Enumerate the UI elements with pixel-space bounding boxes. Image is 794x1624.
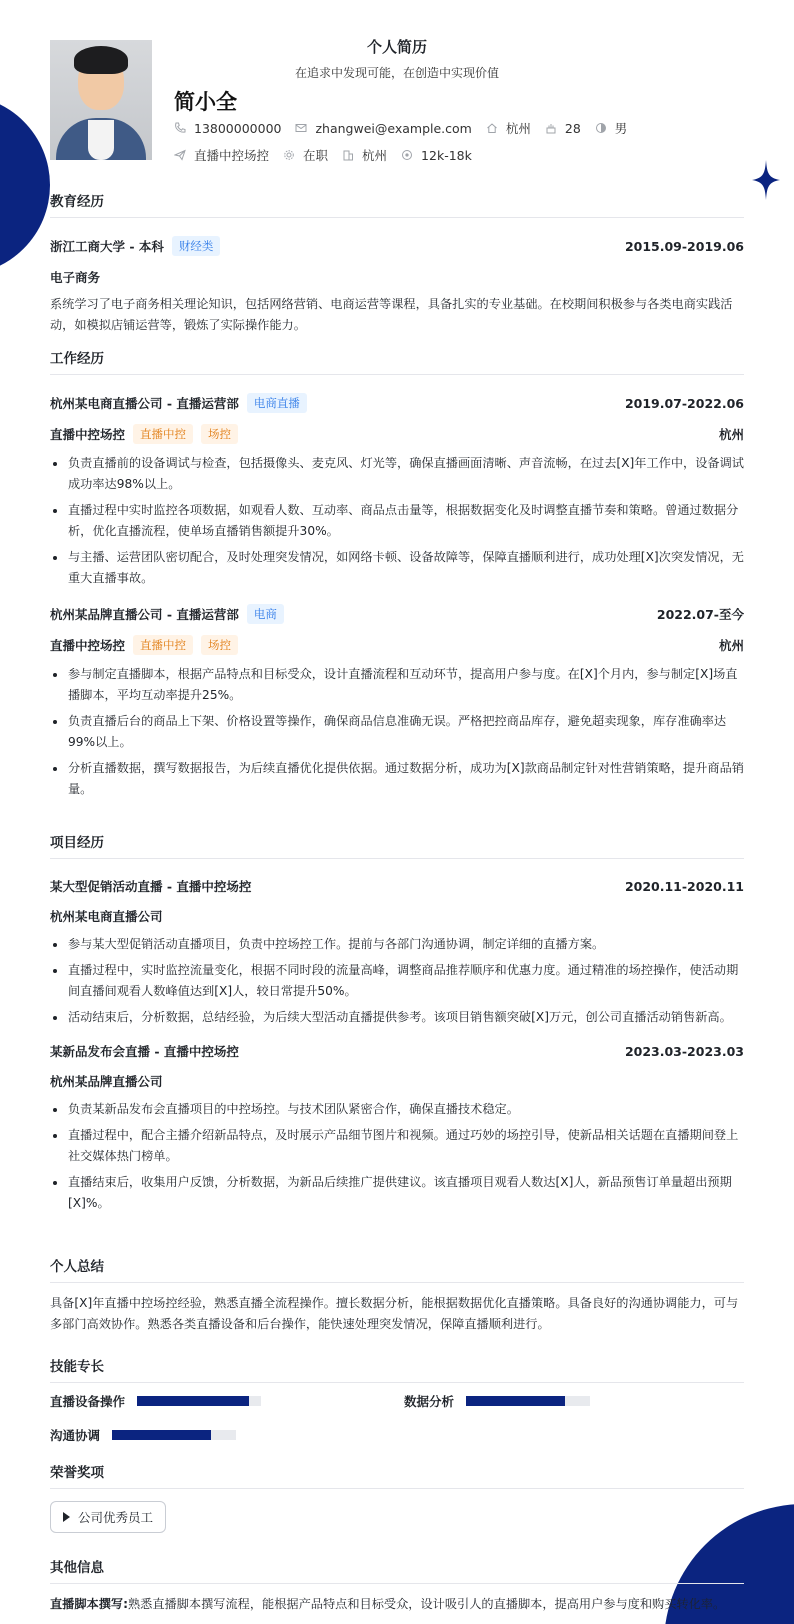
send-icon [174, 149, 186, 161]
role-row [50, 424, 744, 444]
skill-level-fill [466, 1396, 565, 1406]
email-address: zhangwei@example.com [315, 120, 472, 136]
work-location: 杭州 [718, 427, 744, 442]
role-tag: 直播中控 [133, 635, 193, 655]
other-info-text [50, 1594, 744, 1615]
section-title: 技能专长 [50, 1355, 744, 1383]
work-date: 2019.07-2022.06 [624, 395, 744, 411]
other-section [50, 1556, 744, 1615]
list-item: 与主播、运营团队密切配合，及时处理突发情况，如网络卡顿、设备故障等，保障直播顺利进行，成功处理[X]次突发情况，无重大直播事故。 [50, 547, 744, 589]
skill-item [404, 1392, 590, 1410]
education-header-row [50, 236, 744, 256]
company-name: 杭州某品牌直播公司 - 直播运营部 [50, 607, 239, 622]
profile-photo [50, 40, 152, 160]
skill-level-fill [112, 1430, 211, 1440]
work-section [50, 347, 744, 805]
phone-icon [174, 122, 186, 134]
company-tag: 电商 [247, 604, 284, 624]
project-company-row [50, 907, 744, 925]
list-item: 参与制定直播脚本，根据产品特点和目标受众，设计直播流程和互动环节，提高用户参与度。在[X]个月内，参与制定[X]场直播脚本，平均互动率提升25%。 [50, 664, 744, 706]
awards-section [50, 1461, 744, 1533]
skill-name: 数据分析 [404, 1394, 455, 1409]
email-icon [295, 122, 307, 134]
section-title: 其他信息 [50, 1556, 744, 1584]
projects-section [50, 831, 744, 1219]
company-name: 杭州某电商直播公司 - 直播运营部 [50, 396, 239, 411]
phone-number: 13800000000 [194, 120, 282, 136]
list-item: 负责直播前的设备调试与检查，包括摄像头、麦克风、灯光等，确保直播画面清晰、声音流畅，在过去[X]年工作中，设备调试成功率达98%以上。 [50, 453, 744, 495]
major-row [50, 268, 744, 286]
list-item: 直播过程中实时监控各项数据，如观看人数、互动率、商品点击量等，根据数据变化及时调整直播节奏和策略。曾通过数据分析，优化直播流程，使单场直播销售额提升30%。 [50, 500, 744, 542]
list-item: 分析直播数据，撰写数据报告，为后续直播优化提供依据。通过数据分析，成功为[X]款商品制定针对性营销策略，提升商品销量。 [50, 758, 744, 800]
project-header-row [50, 1042, 744, 1060]
building-icon [342, 149, 354, 161]
salary-icon [401, 149, 413, 161]
section-title: 荣誉奖项 [50, 1461, 744, 1489]
resume-page [50, 0, 744, 1611]
skill-item [50, 1426, 236, 1444]
project-item [50, 1042, 744, 1214]
gender: 男 [614, 121, 628, 136]
gender-icon [595, 122, 607, 134]
section-title: 项目经历 [50, 831, 744, 859]
other-info-label: 直播脚本撰写: [50, 1597, 128, 1611]
award-name: 公司优秀员工 [78, 1510, 154, 1525]
skills-section [50, 1355, 744, 1445]
project-name: 某新品发布会直播 - 直播中控场控 [50, 1044, 239, 1059]
section-title: 个人总结 [50, 1255, 744, 1283]
list-item: 参与某大型促销活动直播项目，负责中控场控工作。提前与各部门沟通协调，制定详细的直播方案。 [50, 934, 744, 955]
work-item [50, 604, 744, 800]
project-item [50, 877, 744, 1028]
summary-section [50, 1255, 744, 1335]
list-item: 负责直播后台的商品上下架、价格设置等操作，确保商品信息准确无误。严格把控商品库存，避免超卖现象，库存准确率达99%以上。 [50, 711, 744, 753]
decorative-circle-left [0, 95, 50, 275]
page-subtitle: 在追求中发现可能，在创造中实现价值 [294, 66, 499, 80]
list-item: 直播过程中，实时监控流量变化，根据不同时段的流量高峰，调整商品推荐顺序和优惠力度。通过精准的场控操作，使活动期间直播间观看人数峰值达到[X]人，较日常提升50%。 [50, 960, 744, 1002]
school-tag: 财经类 [172, 236, 221, 256]
project-bullets [50, 934, 744, 1028]
work-bullets [50, 664, 744, 800]
project-company: 杭州某电商直播公司 [50, 909, 163, 924]
resume-header [50, 0, 744, 190]
education-date: 2015.09-2019.06 [624, 238, 744, 254]
project-name: 某大型促销活动直播 - 直播中控场控 [50, 879, 252, 894]
other-info-body: 熟悉直播脚本撰写流程，能根据产品特点和目标受众，设计吸引人的直播脚本，提高用户参与度和购买转化率。 [128, 1597, 726, 1611]
candidate-name: 简小全 [174, 90, 237, 114]
list-item: 直播过程中，配合主播介绍新品特点，及时展示产品细节图片和视频。通过巧妙的场控引导，使新品相关话题在直播期间登上社交媒体热门榜单。 [50, 1125, 744, 1167]
skill-level-bar [137, 1396, 261, 1406]
sparkle-star-icon [752, 160, 780, 200]
work-location: 杭州 [718, 638, 744, 653]
skill-level-bar [466, 1396, 590, 1406]
skill-level-bar [112, 1430, 236, 1440]
page-title: 个人简历 [366, 38, 427, 56]
cake-icon [545, 122, 557, 134]
skill-level-fill [137, 1396, 249, 1406]
list-item: 活动结束后，分析数据，总结经验，为后续大型活动直播提供参考。该项目销售额突破[X]万元，创公司直播活动销售新高。 [50, 1007, 744, 1028]
gear-icon [283, 149, 295, 161]
role-row [50, 635, 744, 655]
summary-text: 具备[X]年直播中控场控经验，熟悉直播全流程操作。擅长数据分析，能根据数据优化直播策略。具备良好的沟通协调能力，可与多部门高效协作。熟悉各类直播设备和后台操作，能快速处理突发情况，保障直播顺利进行。 [50, 1296, 739, 1331]
project-company: 杭州某品牌直播公司 [50, 1074, 163, 1089]
employment-status: 在职 [303, 148, 329, 163]
work-date: 2022.07-至今 [656, 607, 744, 622]
role-tag: 场控 [201, 635, 238, 655]
list-item: 直播结束后，收集用户反馈，分析数据，为新品后续推广提供建议。该直播项目观看人数达[X]人，新品预售订单量超出预期[X]%。 [50, 1172, 744, 1214]
skill-name: 沟通协调 [50, 1428, 101, 1443]
list-item: 负责某新品发布会直播项目的中控场控。与技术团队紧密合作，确保直播技术稳定。 [50, 1099, 744, 1120]
work-bullets [50, 453, 744, 589]
company-tag: 电商直播 [247, 393, 307, 413]
home-icon [486, 122, 498, 134]
school-name: 浙江工商大学 - 本科 [50, 239, 164, 254]
work-header-row [50, 604, 744, 624]
skill-item [50, 1392, 261, 1410]
section-title: 教育经历 [50, 190, 744, 218]
play-triangle-icon [63, 1512, 70, 1522]
role-tag: 场控 [201, 424, 238, 444]
role-name: 直播中控场控 [50, 427, 126, 442]
role-tag: 直播中控 [133, 424, 193, 444]
major: 电子商务 [50, 270, 101, 285]
age: 28 [564, 120, 581, 136]
expected-salary: 12k-18k [421, 147, 472, 163]
project-header-row [50, 877, 744, 895]
education-section [50, 190, 744, 336]
award-badge [50, 1501, 166, 1533]
city: 杭州 [505, 121, 531, 136]
target-position: 直播中控场控 [194, 148, 270, 163]
project-company-row [50, 1072, 744, 1090]
work-item [50, 393, 744, 589]
job-intent-line [174, 146, 486, 164]
project-date: 2023.03-2023.03 [624, 1043, 744, 1059]
work-header-row [50, 393, 744, 413]
section-title: 工作经历 [50, 347, 744, 375]
contact-info-line [174, 119, 641, 137]
project-bullets [50, 1099, 744, 1214]
target-city: 杭州 [362, 148, 388, 163]
role-name: 直播中控场控 [50, 638, 126, 653]
skill-name: 直播设备操作 [50, 1394, 126, 1409]
education-description: 系统学习了电子商务相关理论知识，包括网络营销、电商运营等课程，具备扎实的专业基础。在校期间积极参与各类电商实践活动，如模拟店铺运营等，锻炼了实际操作能力。 [50, 297, 733, 332]
project-date: 2020.11-2020.11 [624, 878, 744, 894]
